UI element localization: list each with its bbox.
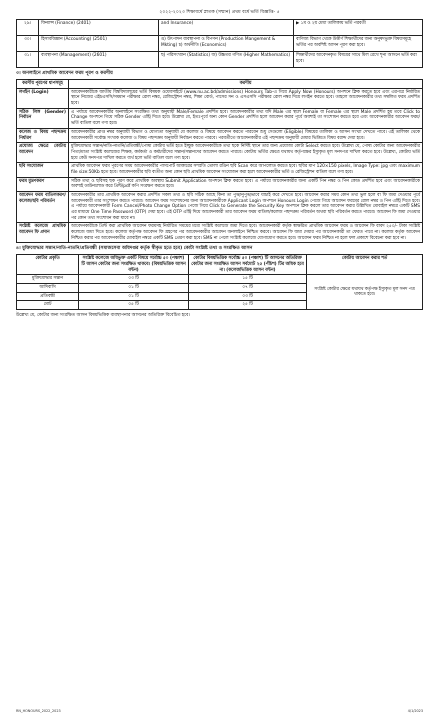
- quota-subject-seats: ০৫ টি: [79, 301, 189, 310]
- page-footer: [16, 709, 423, 713]
- subject-note: শিক্ষার্থীদের আবেদনকৃত বিষয়ের সাথে মিল রেখে শূন্য আসনে ভর্তি করা হবে।: [294, 52, 423, 68]
- quota-type: মুক্তিযোদ্ধার সন্তান: [17, 275, 79, 284]
- quota-head-college: কোটার বিষয়ভিত্তিক সর্বোচ্চ ৫০ (পঞ্চাশ) টি আসনের অতিরিক্ত কোটার জন্য সংরক্ষিত আসন সর্বমোট ২৫ (পঁচিশ) টির অধিক হবে না। (কলেজভিত্তিক আসন বন্টন): [189, 255, 307, 275]
- quota-college-seats: ০৩ টি: [189, 292, 307, 301]
- step-text: এ পর্যায়ে আবেদনকারীর অনলাইনে সংরক্ষিত তথ্য অনুযায়ী Male/Female প্রদর্শিত হবে। আবেদনকারীর তথ্য যদি Male এর স্থলে Female বা Female এর স্থলে Male প্রদর্শিত হয় তবে Click to Change অপশনে গিয়ে সঠিক Gender এন্ট্রি দিতে হবে। উল্লেখ্য যে, ইতঃপূর্বে অন্য কোন Gender প্রদর্শিত হলে আবেদন করার পূর্বে অবশ্যই তা সংশোধন করতে হবে এবং আবেদনকারীর আবেদন ফরম/ভর্তি বাতিল বলে গণ্য হবে।: [69, 108, 423, 128]
- step-row: [17, 223, 423, 243]
- subject-row: [17, 36, 423, 52]
- step-label: প্রযোজ্য ক্ষেত্রে কোটায় আবেদন: [17, 143, 69, 163]
- step-row: [17, 177, 423, 191]
- quota-row: [17, 275, 423, 284]
- step-label: ফরম মুদ্রণকরণ: [17, 177, 69, 191]
- subject-note: বাণিজ্য বিভাগ থেকে উত্তীর্ণ শিক্ষার্থীদের জন্য অনুষদভুক্ত বিষয়সমূহে ভর্তির পর অবশিষ্ট আসন পূরণ করা হবে।: [294, 36, 423, 52]
- subject-name: ফিন্যান্স (Finance) (2401): [39, 20, 159, 36]
- quota-table: [16, 254, 423, 310]
- step-text: সঠিক তথ্য ও ছবিসহ ছক পূরণ করে প্রাথমিক অবস্থায় Submit Application অপশনে ক্লিক করতে হবে। এ পর্যায়ে আবেদনকারীর জন্য একটি পিন নম্বর ও পিন কোড প্রদর্শিত হবে এবং আবেদনকারীকে অবশ্যই ডাউনলোড করে প্রিন্ট/pdf কপি সংরক্ষণ করতে হবে।: [69, 177, 423, 191]
- step-label: সংশ্লিষ্ট কলেজে প্রাথমিক আবেদন ফি প্রদান: [17, 223, 69, 243]
- footer-doc-id: RN_HONOURS_2022_2023: [16, 708, 61, 713]
- application-steps-table: [16, 79, 423, 243]
- steps-head-action: করণীয়: [69, 80, 423, 89]
- quota-college-seats: ২৫ টি: [189, 301, 307, 310]
- steps-head-label: করণীয় পূরণের ধাপসমূহ: [17, 80, 69, 89]
- section-3-title: ৩। অনলাইনে প্রাথমিক আবেদন ফরম পূরণ ও করণীয়: [16, 71, 113, 77]
- subject-name: হিসাববিজ্ঞান (Accounting) (2501): [39, 36, 159, 52]
- step-label: ছবি সংযোজন: [17, 163, 69, 177]
- subject-note: ▶ ১ম ও ২য় মেধা তালিকায় ভর্তি পরবর্তী: [294, 20, 423, 36]
- quota-type: প্রতিবন্ধী: [17, 292, 79, 301]
- step-row: [17, 108, 423, 128]
- section-4-title: ৪। মুক্তিযোদ্ধার সন্তান/নাতি-নাতনি/প্রতিবন্ধী (সমাজসেবা অধিদপ্তর কর্তৃক স্বীকৃত হতে হবে) কোটা সংশ্লিষ্ট তথ্য ও সংরক্ষিত আসন: [16, 246, 253, 252]
- quota-subject-seats: ০১ টি: [79, 292, 189, 301]
- subject-name: ব্যবস্থাপনা (Management) (2601): [39, 52, 159, 68]
- step-text: আবেদনকারীকে প্রিন্ট করা প্রাথমিক আবেদন ফরমসহ নির্ধারিত সময়ের মধ্যে সংশ্লিষ্ট কলেজে জমা দিতে হবে। আবেদনকারী কর্তৃক স্বাক্ষরিত প্রাথমিক আবেদন ফরম ও আবেদন ফি বাবদ ২৫০/- টাকা সংশ্লিষ্ট কলেজে জমা দিতে হবে। কলেজ কর্তৃপক্ষ আবেদন ফি গ্রহণের পর আবেদনকারীর আবেদন অনলাইনে নিশ্চিত করবে। আবেদন ফি জমা দেয়ার পর আবেদনকারী তা ফেরত পাবে না। কলেজ কর্তৃক আবেদন নিশ্চিত করার পর আবেদনকারীর মোবাইল নম্বরে একটি SMS প্রেরণ করা হবে। SMS না পেলে সংশ্লিষ্ট কলেজে যোগাযোগ করতে হবে। আবেদন ফরম নিশ্চিত না হলে ফল প্রকাশে বিবেচনা করা হবে না।: [69, 223, 423, 243]
- quota-subject-seats: ০১ টি: [79, 284, 189, 293]
- quota-college-seats: ১৫ টি: [189, 275, 307, 284]
- step-text: আবেদনকারীর প্রাপ্ত নম্বর অনুযায়ী বিভাগ ও যোগ্যতা অনুযায়ী যে কলেজ ও বিষয়ে আবেদন করতে পারবেন শুধু সেগুলো (Eligible) বিষয়ের তালিকা ও আসন সংখ্যা দেখতে পাবে। এই তালিকা থেকে আবেদনকারী সর্বোচ্চ সংখ্যক কলেজ ও বিষয় পছন্দক্রম অনুযায়ী নির্বাচন করতে পারবে। পরবর্তীতে আবেদনকারীর এই পছন্দক্রম অনুযায়ী মেধার ভিত্তিতে বিষয় বরাদ্দ দেয়া হবে।: [69, 128, 423, 142]
- step-row: [17, 143, 423, 163]
- subject-related: ছ) পরিসংখ্যান (Statistics) জ) উচ্চতর গণিত (Higher Mathematics): [159, 52, 294, 68]
- step-row: [17, 128, 423, 142]
- step-text: প্রাথমিক আবেদন ফরম পূরণের সময় আবেদনকারীর পাসপোর্ট আকারের সম্প্রতি তোলা রঙিন ছবি Scan করে আপলোড করতে হবে। ছবির মাপ 120×150 pixels, Image Type: jpg এবং maximum file size:50Kb হতে হবে। আবেদনকারীর ছবি ব্যতীত অন্য কোন ছবি প্রাথমিক আবেদন সংযোজন করা হলে আবেদনকারীর ভর্তি ও রেজিস্ট্রেশন বাতিল বলে গণ্য হবে।: [69, 163, 423, 177]
- quota-type: আদিবাসি: [17, 284, 79, 293]
- step-label: লগইন (Login): [17, 88, 69, 108]
- subject-related: and Insurance): [159, 20, 294, 36]
- quota-head-condition: কোটায় আবেদন করার শর্ত: [307, 255, 423, 275]
- step-label: কলেজ ও বিষয় পছন্দক্রম নির্ধারণ: [17, 128, 69, 142]
- subject-number: ৩১।: [17, 52, 39, 68]
- step-text: আবেদনকারীকে জাতীয় বিশ্ববিদ্যালয়ের ভর্তি বিষয়ক ওয়েবসাইটে (www.nu.ac.bd/admissions) Honours Tab-এ গিয়ে Apply Now (Honours) অপশনে ক্লিক করতে হবে এবং এরপরে নির্ধারিত স্থানে নিজের এইচএসসি/সমমান পরীক্ষার রোল নম্বর, রেজিস্ট্রেশন নম্বর, শিক্ষা বোর্ড, পাসের সন ও এসএসসি পরীক্ষার রোল নম্বর দিয়ে লগইন করতে হবে। তাহলে আবেদনকারীর তথ্য সম্বলিত ফরম প্রদর্শিত হবে।: [69, 88, 423, 108]
- quota-subject-seats: ০৩ টি: [79, 275, 189, 284]
- quota-college-seats: ০৭ টি: [189, 284, 307, 293]
- subject-table: [16, 19, 423, 68]
- quota-head-subject: সংশ্লিষ্ট কলেজে অধিভুক্ত একটি বিষয়ে সর্বোচ্চ ৫০ (পঞ্চাশ) টি আসন কোটার জন্য সংরক্ষিত থাকবে। (বিষয়ভিত্তিক আসন বন্টন): [79, 255, 189, 275]
- quota-head-type: কোটার প্রকৃতি: [17, 255, 79, 275]
- step-label: আবেদন ফরম বাতিলকরণ/কলেজ/ছবি পরিবর্তন: [17, 191, 69, 222]
- quota-note: উল্লেখ্য যে, কোটার জন্য সংরক্ষিত আসন বিষয়ভিত্তিক ব্যবস্থাপনার আসনের অতিরিক্ত বিবেচিত হবে।: [16, 313, 190, 319]
- step-row: [17, 191, 423, 222]
- subject-row: [17, 20, 423, 36]
- quota-type: মোট: [17, 301, 79, 310]
- step-row: [17, 163, 423, 177]
- page-header: ২০২২-২০২৩ শিক্ষাবর্ষে স্নাতক (সম্মান) প্রথম বর্ষে ভর্তি বিজ্ঞপ্তি- ৫: [159, 10, 280, 15]
- subject-row: [17, 52, 423, 68]
- quota-condition: সংশ্লিষ্ট কোটার ক্ষেত্রে যথাযথ কর্তৃপক্ষ ইস্যুকৃত মূল সনদ পত্র থাকতে হবে।: [307, 275, 423, 310]
- step-text: মুক্তিযোদ্ধার সন্তান/নাতি-নাতনি/প্রতিবন্ধী/পোষ্য কোটায় ভর্তি হতে ইচ্ছুক আবেদনকারীকে তথ্য ছকে নির্দিষ্ট স্থানে তার জন্য প্রযোজ্য কোটা Select করতে হবে। উল্লেখ্য যে, পোষ্য কোটার জন্য আবেদনকারীর পিতা/মাতা সংশ্লিষ্ট কলেজের শিক্ষক, কর্মকর্তা ও কর্মচারীদের সন্তান/সন্তানদের আবেদন করতে পারবে। কোটায় ভর্তির ক্ষেত্রে যথাযথ কর্তৃপক্ষের ইস্যুকৃত মূল সনদপত্র দাখিল করতে হবে। উল্লেখ্য, কোটায় ভর্তি হয়ে কেউ সনদপত্র দাখিল করতে ব্যর্থ হলে ভর্তি বাতিল বলে গণ্য হবে।: [69, 143, 423, 163]
- step-text: আবেদনকারীর তার প্রাথমিক আবেদন করার প্রদর্শিত সকল তথ্য ও ছবি সঠিক আছে কিনা তা পুঙ্খানুপুঙ্খভাবে যাচাই করে দেখতে হবে। আবেদন করার সময় কোন তথ্য ভুল হলে বা ফি জমা দেওয়ার পূর্বে আবেদনকারী তার সংশোধন করতে পারবে। আবেদন ফরম সংশোধনের জন্য আবেদনকারীকে Applicant Login অপশনে Honours Login পেজে গিয়ে আবেদন ফরমের রোল নম্বর ও পিন এন্ট্রি দিতে হবে। এ পর্যায়ে আবেদনকারী Form Cancel/Photo Change Option পেজে গিয়ে Click to Generate the Security Key অপশনে ক্লিক করলে তার আবেদন করার উল্লিখিত মোবাইল নম্বরে একটি SMS এর মাধ্যমে One Time Password (OTP) দেয়া হবে। এই OTP এন্ট্রি দিয়ে আবেদনকারী তার আবেদন ফরম বাতিল/কলেজ পছন্দক্রম পরিবর্তন অথবা ছবি পরিবর্তন করতে পারবে। আবেদন ফি জমা দেওয়ার পর কোন তথ্য সংশোধন করা যাবে না।: [69, 191, 423, 222]
- step-label: সঠিক লিঙ্গ (Gender) নির্বাচন: [17, 108, 69, 128]
- subject-number: ৩০।: [17, 36, 39, 52]
- footer-date: 4/1/2023: [407, 708, 423, 713]
- step-row: [17, 88, 423, 108]
- subject-number: ২৯।: [17, 20, 39, 36]
- subject-related: ঙ) উৎপাদন ব্যবস্থাপনা ও বিপণন (Production Mangement & Mkting) চ) অর্থনীতি (Economics): [159, 36, 294, 52]
